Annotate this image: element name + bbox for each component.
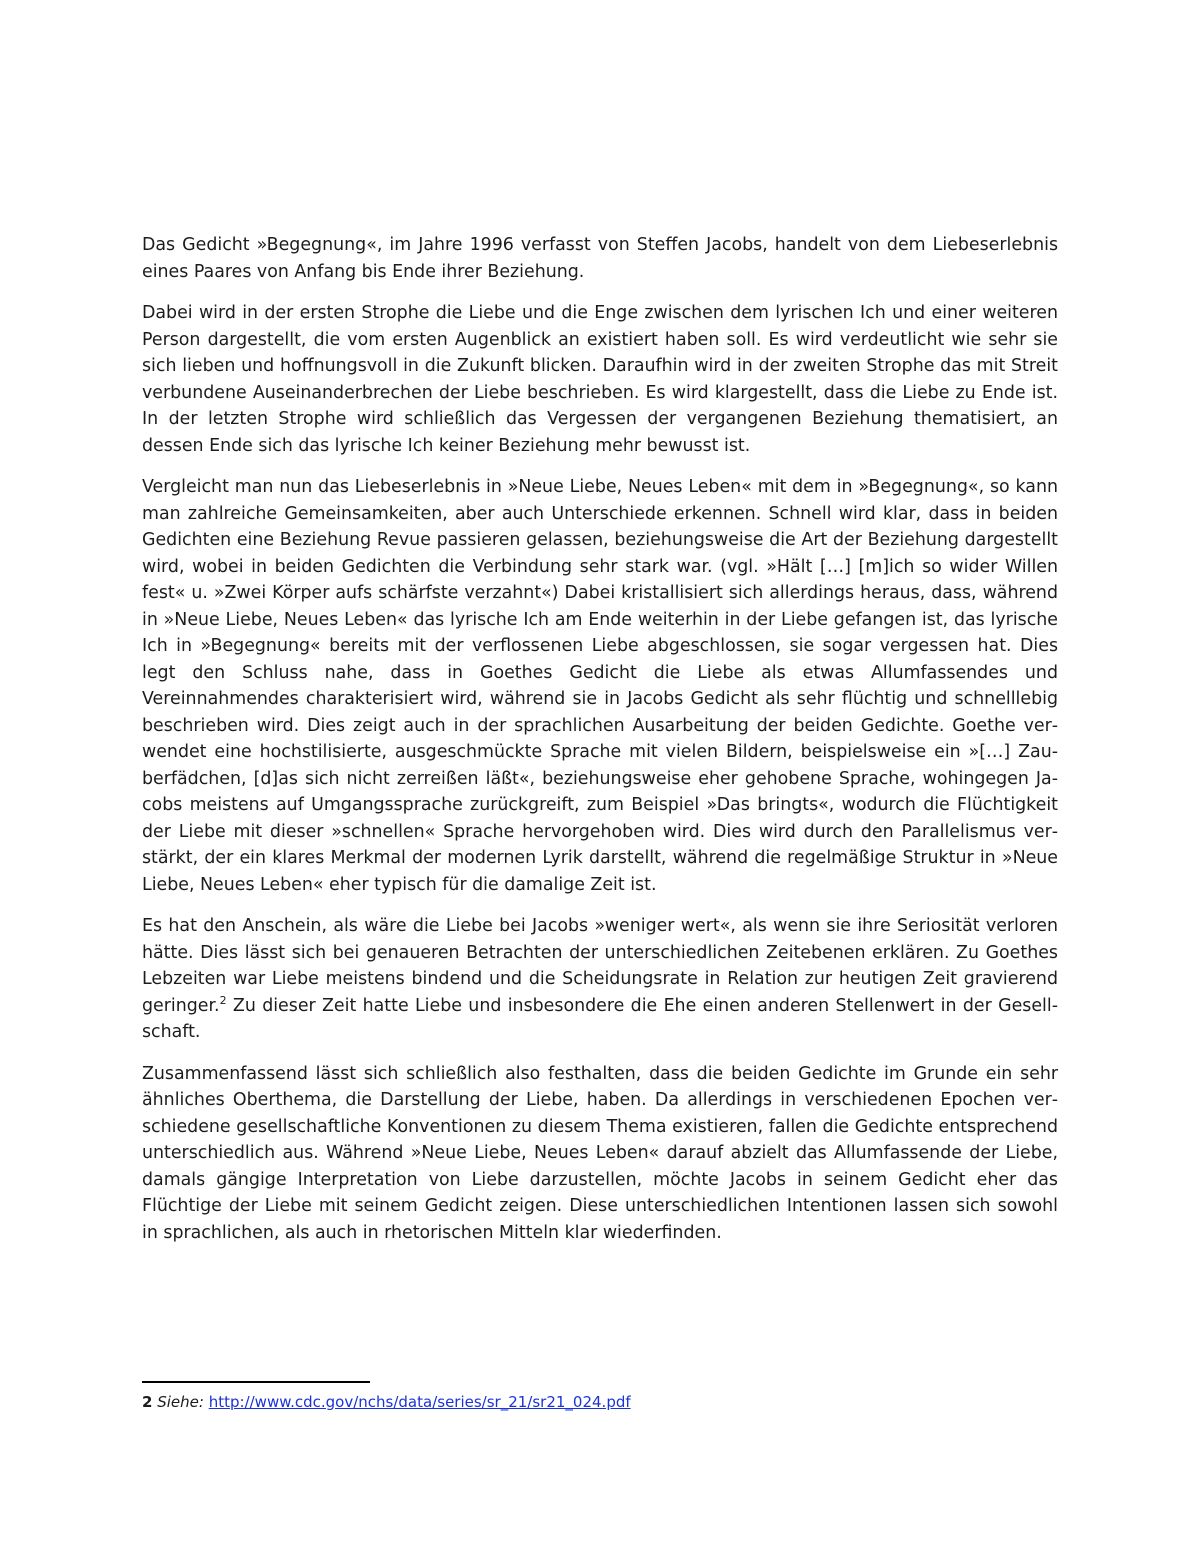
paragraph-summary: Dabei wird in der ersten Strophe die Liebe und die Enge zwischen dem lyrischen Ich und einer weiteren Person dargestellt, die vom ersten Augenblick an existiert haben soll. Es wird verdeutlicht wie sehr sie sich lieben und hoffnungsvoll in die Zukunft blicken. Daraufhin wird in der zweiten Strophe das mit Streit verbundene Auseinanderbrechen der Liebe beschrieben. Es wird klargestellt, dass die Liebe zu Ende ist. In der letzten Strophe wird schließlich das Vergessen der vergangenen Beziehung thematisiert, an dessen Ende sich das lyrische Ich keiner Beziehung mehr bewusst ist.: [142, 303, 1058, 456]
body-text: [142, 232, 1058, 1261]
footnote-number: 2: [142, 1393, 153, 1411]
paragraph-context-text-continued: Zu dieser Zeit hatte Liebe und insbesondere die Ehe einen anderen Stellenwert in der Gesellschaft.: [142, 995, 1058, 1042]
paragraph-comparison: Vergleicht man nun das Liebeserlebnis in »Neue Liebe, Neues Leben« mit dem in »Begegnung«, so kann man zahlreiche Gemeinsamkeiten, aber auch Unterschiede erkennen. Schnell wird klar, dass in beiden Gedichten eine Beziehung Revue passieren gelassen, beziehungsweise die Art der Beziehung dargestellt wird, wobei in beiden Gedichten die Verbindung sehr stark war. (vgl. »Hält […] [m]ich so wider Willen fest« u. »Zwei Körper aufs schärfste verzahnt«) Dabei kristallisiert sich allerdings heraus, dass, während in »Neue Liebe, Neues Leben« das lyrische Ich am Ende weiterhin in der Liebe gefangen ist, das lyrische Ich in »Begegnung« bereits mit der verflossenen Liebe abgeschlossen, sie sogar vergessen hat. Dies legt den Schluss nahe, dass in Goethes Gedicht die Liebe als etwas Allumfassendes und Vereinnahmendes charakterisiert wird, während sie in Jacobs Gedicht als sehr flüchtig und schnelllebig beschrieben wird. Dies zeigt auch in der sprachlichen Ausarbeitung der beiden Gedichte. Goethe verwendet eine hochstilisierte, ausgeschmückte Sprache mit vielen Bildern, beispielsweise ein »[…] Zauberfädchen, [d]as sich nicht zerreißen läßt«, beziehungsweise eher gehobene Sprache, wohingegen Jacobs meistens auf Umgangssprache zurückgreift, zum Beispiel »Das bringts«, wodurch die Flüchtigkeit der Liebe mit dieser »schnellen« Sprache hervorgehoben wird. Dies wird durch den Parallelismus verstärkt, der ein klares Merkmal der modernen Lyrik darstellt, während die regelmäßige Struktur in »Neue Liebe, Neues Leben« eher typisch für die damalige Zeit ist.: [142, 477, 1058, 895]
footnote-link[interactable]: http://www.cdc.gov/nchs/data/series/sr_21/sr21_024.pdf: [208, 1393, 631, 1411]
footnote-reference[interactable]: 2: [219, 993, 227, 1007]
paragraph-intro: Das Gedicht »Begegnung«, im Jahre 1996 verfasst von Steffen Jacobs, handelt von dem Liebeserlebnis eines Paares von Anfang bis Ende ihrer Beziehung.: [142, 235, 1058, 282]
paragraph-context: [142, 913, 1058, 1046]
footnote-separator: [142, 1381, 370, 1383]
footnote: [142, 1391, 1058, 1413]
paragraph-context-text: Es hat den Anschein, als wäre die Liebe bei Jacobs »weniger wert«, als wenn sie ihre Seriosität verloren hätte. Dies lässt sich bei genaueren Betrachten der unterschiedlichen Zeitebenen erklären. Zu Goethes Lebzeiten war Liebe meistens bindend und die Scheidungsrate in Relation zur heutigen Zeit gravierend geringer.: [142, 916, 1058, 1016]
footnote-label: Siehe:: [157, 1393, 204, 1411]
paragraph-conclusion: Zusammenfassend lässt sich schließlich also festhalten, dass die beiden Gedichte im Grunde ein sehr ähnliches Oberthema, die Darstellung der Liebe, haben. Da allerdings in verschiedenen Epochen verschiedene gesellschaftliche Konventionen zu diesem Thema existieren, fallen die Gedichte entsprechend unterschiedlich aus. Während »Neue Liebe, Neues Leben« darauf abzielt das Allumfassende der Liebe, damals gängige Interpretation von Liebe darzustellen, möchte Jacobs in seinem Gedicht eher das Flüchtige der Liebe mit seinem Gedicht zeigen. Diese unterschiedlichen Intentionen lassen sich sowohl in sprachlichen, als auch in rhetorischen Mitteln klar wiederfinden.: [142, 1063, 1058, 1243]
